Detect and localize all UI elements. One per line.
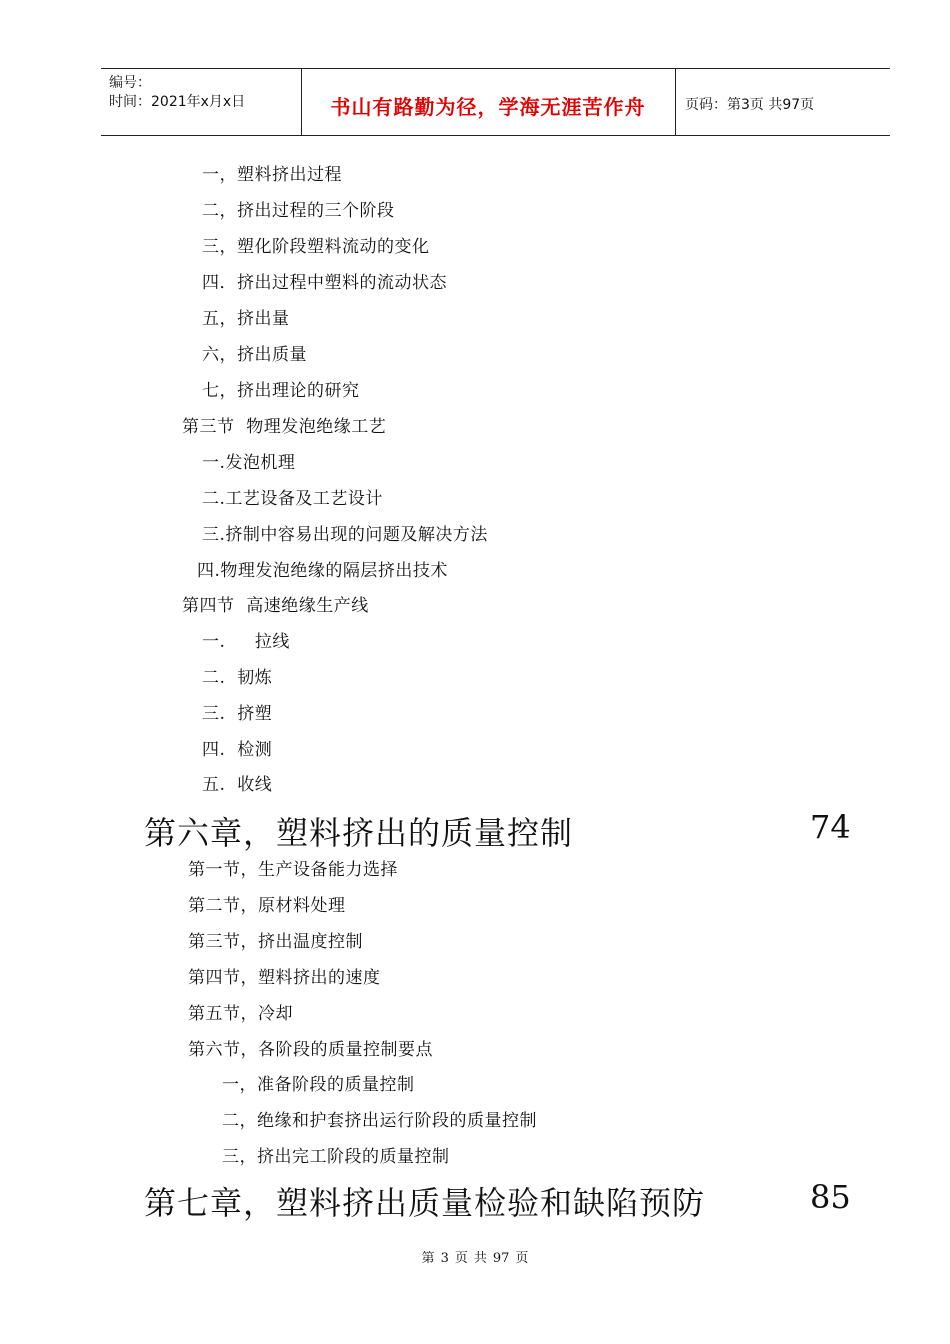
toc-item: 二.工艺设备及工艺设计: [202, 489, 383, 509]
document-time-label: 时间：2021年x月x日: [109, 94, 246, 110]
toc-item: 四.物理发泡绝缘的隔层挤出技术: [197, 561, 448, 581]
toc-item: 一. 拉线: [202, 632, 290, 652]
document-number-label: 编号：: [109, 75, 151, 91]
footer-ye: 页: [515, 1251, 529, 1266]
toc-item: 三. 挤塑: [202, 704, 273, 724]
footer-page-number: 3: [440, 1251, 449, 1266]
toc-item: 五. 收线: [202, 775, 273, 795]
toc-section: 第六节，各阶段的质量控制要点: [188, 1040, 433, 1060]
toc-item: 五，挤出量: [202, 309, 290, 329]
toc-item: 二，绝缘和护套挤出运行阶段的质量控制: [222, 1111, 537, 1131]
toc-item: 三，挤出完工阶段的质量控制: [222, 1147, 450, 1167]
toc-chapter-page: 74: [810, 808, 851, 846]
toc-item: 二. 韧炼: [202, 668, 273, 688]
toc-section: 第四节，塑料挤出的速度: [188, 968, 381, 988]
toc-item: 四．挤出过程中塑料的流动状态: [202, 273, 447, 293]
toc-section: 第二节，原材料处理: [188, 896, 346, 916]
toc-item: 三.挤制中容易出现的问题及解决方法: [202, 525, 488, 545]
toc-section: 第三节，挤出温度控制: [188, 932, 363, 952]
toc-item: 二，挤出过程的三个阶段: [202, 201, 395, 221]
toc-chapter-title: 第六章，塑料挤出的质量控制: [144, 814, 574, 852]
toc-item: 六，挤出质量: [202, 345, 307, 365]
toc-item: 七，挤出理论的研究: [202, 381, 360, 401]
footer-total-pages: 97: [492, 1251, 510, 1266]
toc-item: 一，准备阶段的质量控制: [222, 1075, 415, 1095]
header-page-info: 页码：第3页 共97页: [685, 97, 815, 113]
toc-item: 一，塑料挤出过程: [202, 165, 342, 185]
page-footer: [0, 1247, 950, 1266]
toc-item: 四. 检测: [202, 740, 273, 760]
toc-section: 第五节，冷却: [188, 1004, 293, 1024]
toc-chapter-page: 85: [810, 1178, 851, 1216]
toc-section-heading: 第三节 物理发泡绝缘工艺: [182, 417, 387, 437]
footer-ye: 页: [454, 1251, 468, 1266]
footer-di: 第: [421, 1251, 435, 1266]
toc-item: 一.发泡机理: [202, 453, 296, 473]
header-motto: 书山有路勤为径，学海无涯苦作舟: [330, 95, 646, 119]
toc-section-heading: 第四节 高速绝缘生产线: [182, 596, 369, 616]
toc-item: 三，塑化阶段塑料流动的变化: [202, 237, 430, 257]
footer-gong: 共: [473, 1251, 487, 1266]
toc-chapter-title: 第七章，塑料挤出质量检验和缺陷预防: [144, 1184, 706, 1222]
toc-section: 第一节，生产设备能力选择: [188, 860, 398, 880]
